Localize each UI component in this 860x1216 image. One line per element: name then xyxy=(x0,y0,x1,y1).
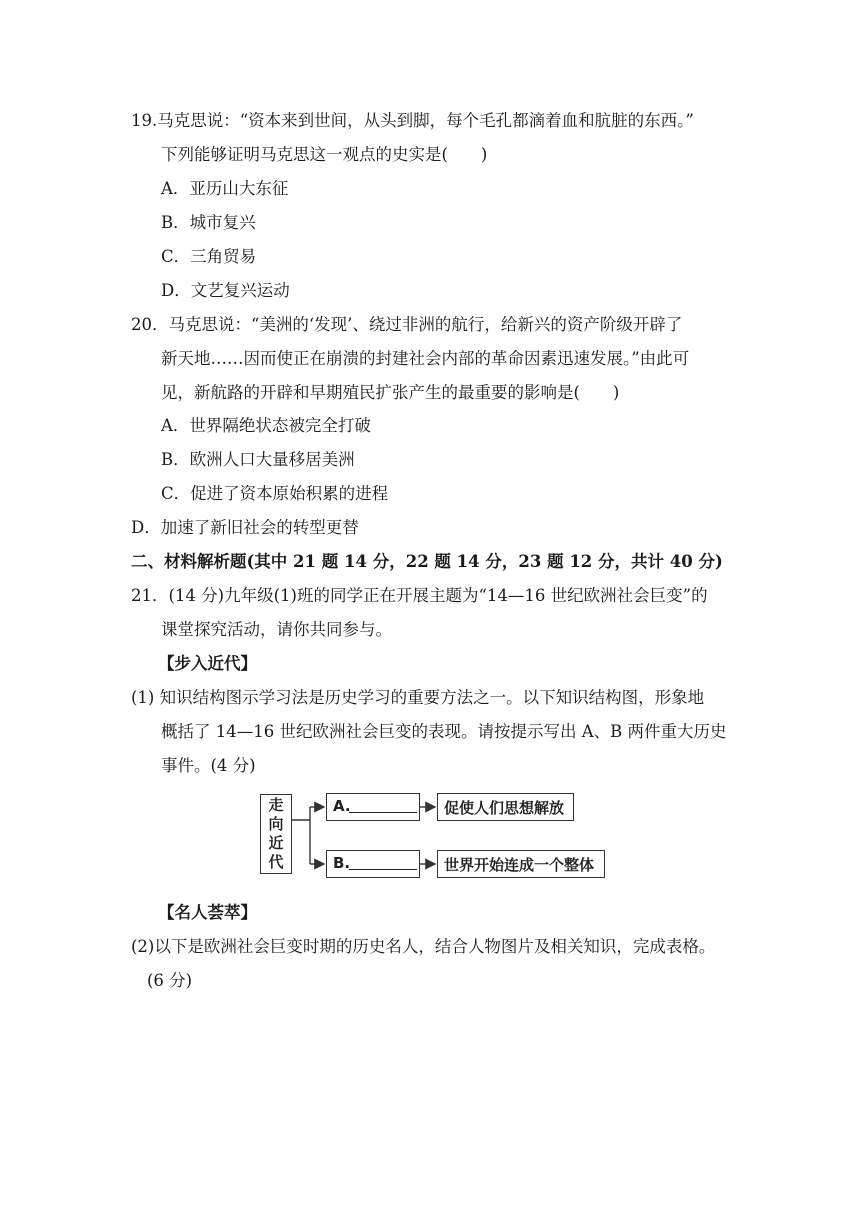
q19-option-c: C．三角贸易 xyxy=(161,247,257,266)
q19-stem-line1: 19.马克思说：“资本来到世间，从头到脚，每个毛孔都滴着血和肮脏的东西。” xyxy=(131,111,694,130)
q20-option-b: B．欧洲人口大量移居美洲 xyxy=(161,450,355,469)
q19-option-d: D．文艺复兴运动 xyxy=(161,281,290,300)
q20-option-d: D．加速了新旧社会的转型更替 xyxy=(131,518,359,537)
diagram-root-box xyxy=(260,794,292,874)
q20-stem-line1: 20．马克思说：“美洲的‘发现’、绕过非洲的航行，给新兴的资产阶级开辟了 xyxy=(131,315,683,334)
q20-stem-line3: 见，新航路的开辟和早期殖民扩张产生的最重要的影响是( ) xyxy=(161,383,620,402)
q21-stem-line1: 21．(14 分)九年级(1)班的同学正在开展主题为“14—16 世纪欧洲社会巨变”的 xyxy=(131,586,708,605)
q19-stem-line2: 下列能够证明马克思这一观点的史实是( ) xyxy=(161,145,488,164)
result-b-text: 世界开始连成一个整体 xyxy=(444,856,595,874)
q21-part2-line2: (6 分) xyxy=(147,971,193,990)
q21-sub2-heading: 【名人荟萃】 xyxy=(158,903,257,922)
q21-part2-line1: (2)以下是欧洲社会巨变时期的历史名人，结合人物图片及相关知识，完成表格。 xyxy=(131,937,716,956)
blank-a-box[interactable] xyxy=(326,793,420,821)
q21-part1-line1: (1) 知识结构图示学习法是历史学习的重要方法之一。以下知识结构图，形象地 xyxy=(131,688,705,707)
result-a-box xyxy=(437,793,574,821)
q19-option-a: A．亚历山大东征 xyxy=(161,179,289,198)
blank-a-underline xyxy=(349,812,417,813)
root-char-1: 走 xyxy=(268,796,284,814)
result-a-text: 促使人们思想解放 xyxy=(444,799,565,817)
q20-option-a: A．世界隔绝状态被完全打破 xyxy=(161,416,371,435)
q21-part1-line3: 事件。(4 分) xyxy=(161,756,256,775)
q21-stem-line2: 课堂探究活动，请你共同参与。 xyxy=(161,620,392,639)
result-b-box xyxy=(437,850,605,878)
q19-option-b: B．城市复兴 xyxy=(161,213,256,232)
blank-a-label: A. xyxy=(333,797,351,815)
blank-b-box[interactable] xyxy=(326,850,420,878)
blank-b-label: B. xyxy=(333,854,351,872)
root-char-2: 向 xyxy=(268,815,284,833)
blank-b-underline xyxy=(349,869,417,870)
root-char-3: 近 xyxy=(268,834,284,852)
q21-part1-line2: 概括了 14—16 世纪欧洲社会巨变的表现。请按提示写出 A、B 两件重大历史 xyxy=(161,722,727,741)
section-heading-text: 二、材料解析题(其中 21 题 14 分，22 题 14 分，23 题 12 分，共计 40 分) xyxy=(131,552,723,571)
q20-option-c: C．促进了资本原始积累的进程 xyxy=(161,484,389,503)
root-char-4: 代 xyxy=(268,853,284,871)
q21-sub1-heading: 【步入近代】 xyxy=(158,654,257,673)
q20-stem-line2: 新天地……因而使正在崩溃的封建社会内部的革命因素迅速发展。”由此可 xyxy=(161,349,690,368)
